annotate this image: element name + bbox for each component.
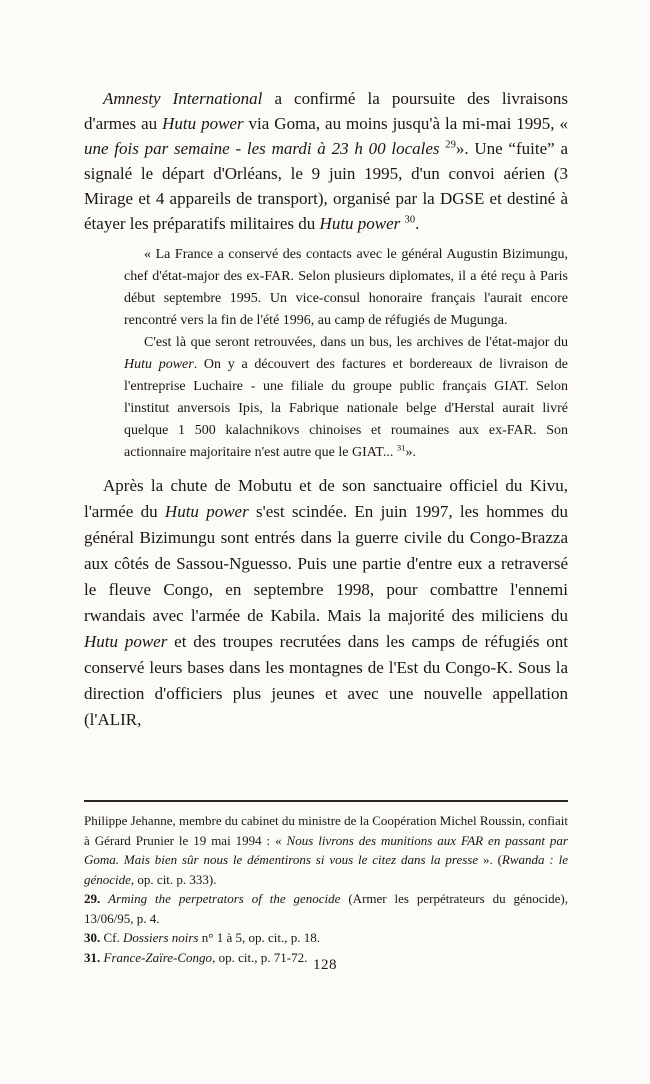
- footnote-30: 30. Cf. Dossiers noirs n° 1 à 5, op. cit., p. 18.: [84, 930, 320, 945]
- footnote-continuation-jehanne: Philippe Jehanne, membre du cabinet du ministre de la Coopération Michel Roussin, confiait à Gérard Prunier le 19 mai 1994 : « Nous livrons des munitions aux FAR en passant par Goma. Mais bien sûr nous le démentirons si vous le citez dans la presse ». (Rwanda : le génocide, op. cit. p. 333).: [84, 813, 568, 887]
- footnote-separator-rule: [84, 800, 568, 802]
- page-number: 128: [313, 957, 337, 973]
- block-quote: [124, 244, 568, 464]
- footnote-29: 29. Arming the perpetrators of the genocide (Armer les perpétrateurs du génocide), 13/06/95, p. 4.: [84, 891, 568, 926]
- paragraph-amnesty-deliveries: Amnesty International a confirmé la poursuite des livraisons d'armes au Hutu power via Goma, au moins jusqu'à la mi-mai 1995, « une fois par semaine - les mardi à 23 h 00 locales $^{29}$». Une “fuite” a signalé le départ d'Orléans, le 9 juin 1995, d'un convoi aérien (3 Mirage et 4 appareils de transport), organisé par la DGSE et destiné à étayer les préparatifs militaires du Hutu power $^{30}$.: [84, 89, 568, 233]
- footnote-area: [84, 800, 568, 967]
- paragraph-after-mobutu: Après la chute de Mobutu et de son sanctuaire officiel du Kivu, l'armée du Hutu power s'est scindée. En juin 1997, les hommes du général Bizimungu sont entrés dans la guerre civile du Congo-Brazza aux côtés de Sassou-Nguesso. Puis une partie d'entre eux a retraversé le fleuve Congo, en septembre 1998, pour combattre l'ennemi rwandais avec l'armée de Kabila. Mais la majorité des miliciens du Hutu power et des troupes recrutées dans les camps de réfugiés ont conservé leurs bases dans les montagnes de l'Est du Congo-K. Sous la direction d'officiers plus jeunes et avec une nouvelle appellation (l'ALIR,: [84, 476, 569, 729]
- main-text-block: [84, 86, 568, 733]
- quote-paragraph-france-contacts: « La France a conservé des contacts avec le général Augustin Bizimungu, chef d'état-major des ex-FAR. Selon plusieurs diplomates, il a été reçu à Paris début septembre 1995. Un vice-consul honoraire français l'aurait encore rencontré vers la fin de l'été 1996, au camp de réfugiés de Mugunga.: [124, 247, 568, 328]
- quote-paragraph-archives-bus: C'est là que seront retrouvées, dans un bus, les archives de l'état-major du Hutu power. On y a découvert des factures et bordereaux de livraison de l'entreprise Luchaire - une filiale du groupe public français GIAT. Selon l'institut anversois Ipis, la Fabrique nationale belge d'Herstal aurait livré quelque 1 500 kalachnikovs chinoises et roumaines aux ex-FAR. Son actionnaire majoritaire n'est autre que le GIAT... $^{31}$».: [124, 335, 568, 460]
- footnote-31: 31. France-Zaïre-Congo, op. cit., p. 71-72.: [84, 949, 308, 965]
